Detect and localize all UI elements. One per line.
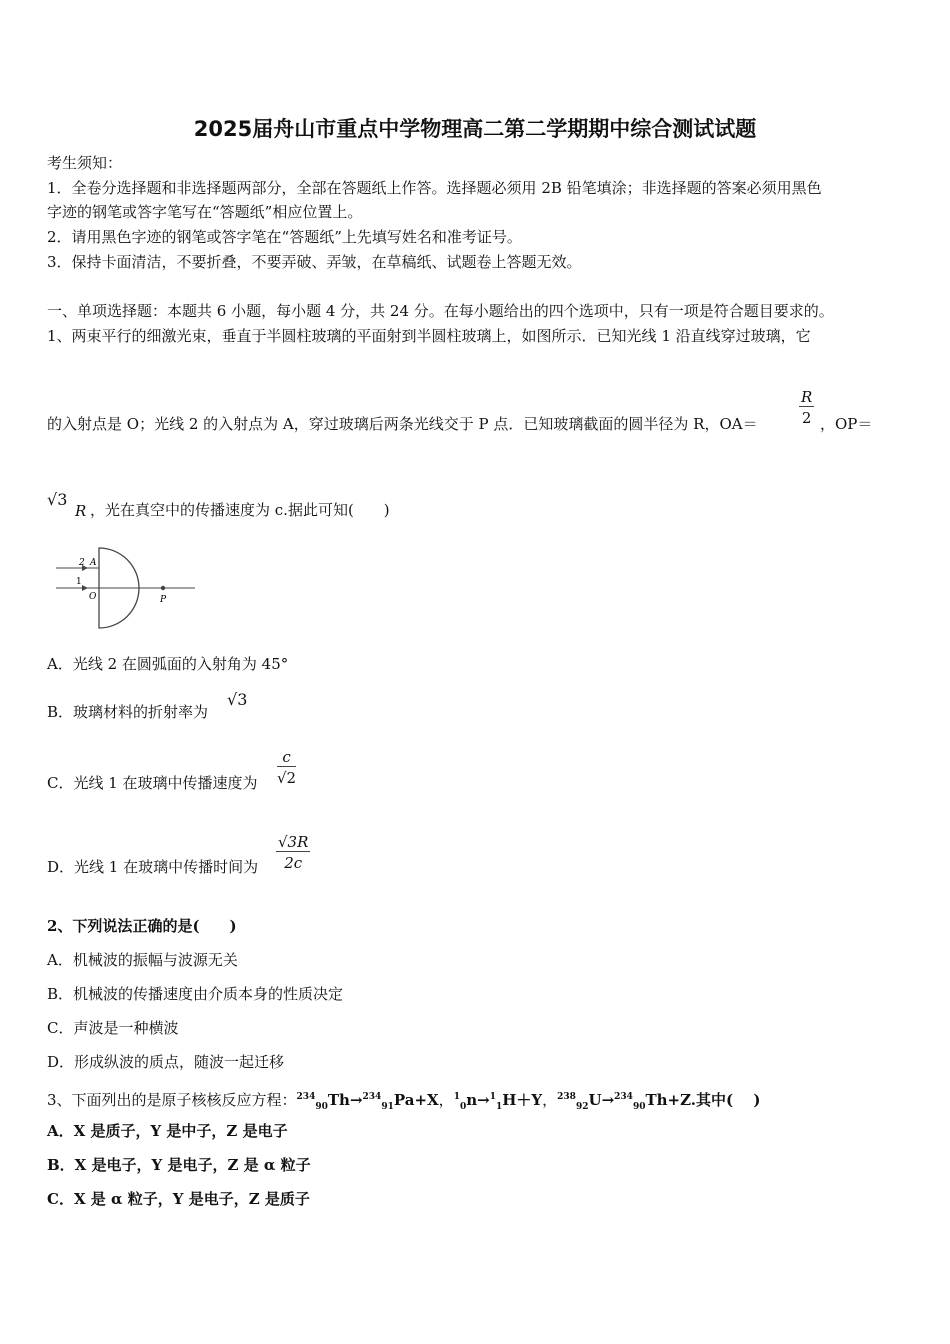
point-P [161,586,165,590]
q1-option-d-denominator: 2c [284,854,303,872]
q1-option-c-numerator: c [277,748,296,767]
q1-option-d-numerator: √3R [278,833,309,851]
r2-mass: 1 [453,1092,460,1102]
r1-arrow: → [349,1091,363,1109]
r3b-element: Th+Z. [645,1091,697,1109]
fig-label-O: O [89,592,97,602]
r1b-element: Pa+X [393,1091,439,1109]
fig-label-A: A [90,558,97,568]
q1-oa-fraction [799,388,814,427]
q1-stem-line2: 的入射点是 O；光线 2 的入射点为 A，穿过玻璃后两条光线交于 P 点．已知玻璃截面的圆半径为 R，OA＝ [47,415,758,433]
q3-sep-2: ， [542,1091,558,1109]
q2-option-c: C．声波是一种横波 [47,1019,179,1037]
q2-option-d: D．形成纵波的质点，随波一起迁移 [47,1053,285,1071]
r2b-charge: 1 [495,1102,503,1112]
notice-line-3: 3．保持卡面清洁，不要折叠，不要弄破、弄皱，在草稿纸、试题卷上答题无效。 [47,253,582,271]
q3-option-b: B．X 是电子，Y 是电子，Z 是 α 粒子 [47,1156,311,1174]
q2-stem: 2、下列说法正确的是( ) [47,917,237,935]
q1-oa-numerator: R [801,388,813,406]
r3b-charge: 90 [632,1102,646,1112]
q1-option-d: D．光线 1 在玻璃中传播时间为 [47,858,259,876]
r3-mass: 238 [557,1092,576,1102]
q3-reaction-2 [453,1091,543,1112]
r3b-mass: 234 [614,1092,633,1102]
q3-stem-end: 其中( ) [696,1091,761,1109]
fig-label-2: 2 [79,558,85,568]
q1-option-b: B．玻璃材料的折射率为 [47,703,209,721]
q1-option-c-denominator: √2 [277,769,297,787]
q3-option-a: A．X 是质子，Y 是中子，Z 是电子 [47,1122,288,1140]
section-heading: 一、单项选择题：本题共 6 小题，每小题 4 分，共 24 分。在每小题给出的四个选项中，只有一项是符合题目要求的。 [47,302,834,320]
q1-stem-line3: ，光在真空中的传播速度为 c.据此可知( ) [90,501,390,519]
q1-option-b-value: √3 [227,690,248,709]
r2b-element: H＋Y [502,1091,543,1109]
q1-option-c-fraction [277,748,296,787]
fig-label-1: 1 [76,577,82,587]
page-title: 2025届舟山市重点中学物理高二第二学期期中综合测试试题 [193,117,757,141]
q1-option-d-fraction [276,833,310,872]
r1-element: Th [327,1091,350,1109]
r2-charge: 0 [459,1102,467,1112]
notice-line-2: 2．请用黑色字迹的钢笔或答字笔在“答题纸”上先填写姓名和准考证号。 [47,228,522,246]
q2-option-b: B．机械波的传播速度由介质本身的性质决定 [47,985,344,1003]
q1-option-a: A．光线 2 在圆弧面的入射角为 45° [47,655,289,673]
r1b-mass: 234 [362,1092,382,1102]
r1-mass: 234 [296,1092,316,1102]
notice-line-1a: 1．全卷分选择题和非选择题两部分，全部在答题纸上作答。选择题必须用 2B 铅笔填涂；非选择题的答案必须用黑色 [47,179,822,197]
q3-stem [47,1087,760,1117]
q3-option-c: C．X 是 α 粒子，Y 是电子，Z 是质子 [47,1190,310,1208]
r1b-charge: 91 [381,1102,394,1112]
r3-element: U [588,1091,602,1109]
q1-stem-line2-end: ，OP＝ [820,415,873,433]
ray-1-arrow [82,585,88,591]
q3-reaction-1 [296,1091,439,1112]
q2-option-a: A．机械波的振幅与波源无关 [47,951,238,969]
r2-arrow: → [477,1091,490,1109]
notice-heading: 考生须知： [47,154,123,172]
r2b-mass: 1 [489,1092,496,1102]
q3-reaction-3 [557,1091,697,1112]
q1-figure [52,542,200,634]
q1-option-c: C．光线 1 在玻璃中传播速度为 [47,774,258,792]
q3-stem-start: 3、下面列出的是原子核核反应方程： [47,1091,297,1109]
q3-sep-1: ， [438,1091,454,1109]
r3-charge: 92 [575,1102,589,1112]
notice-line-1b: 字迹的钢笔或答字笔写在“答题纸”相应位置上。 [47,203,363,221]
r2-element: n [466,1091,478,1109]
fig-label-P: P [160,595,167,605]
r1-charge: 90 [315,1102,328,1112]
q1-R: R [75,502,87,520]
q1-oa-denominator: 2 [801,409,812,427]
q1-sqrt3: √3 [47,490,68,509]
q1-stem-line1: 1、两束平行的细激光束，垂直于半圆柱玻璃的平面射到半圆柱玻璃上，如图所示．已知光线 1 沿直线穿过玻璃，它 [47,327,811,345]
r3-arrow: → [601,1091,615,1109]
